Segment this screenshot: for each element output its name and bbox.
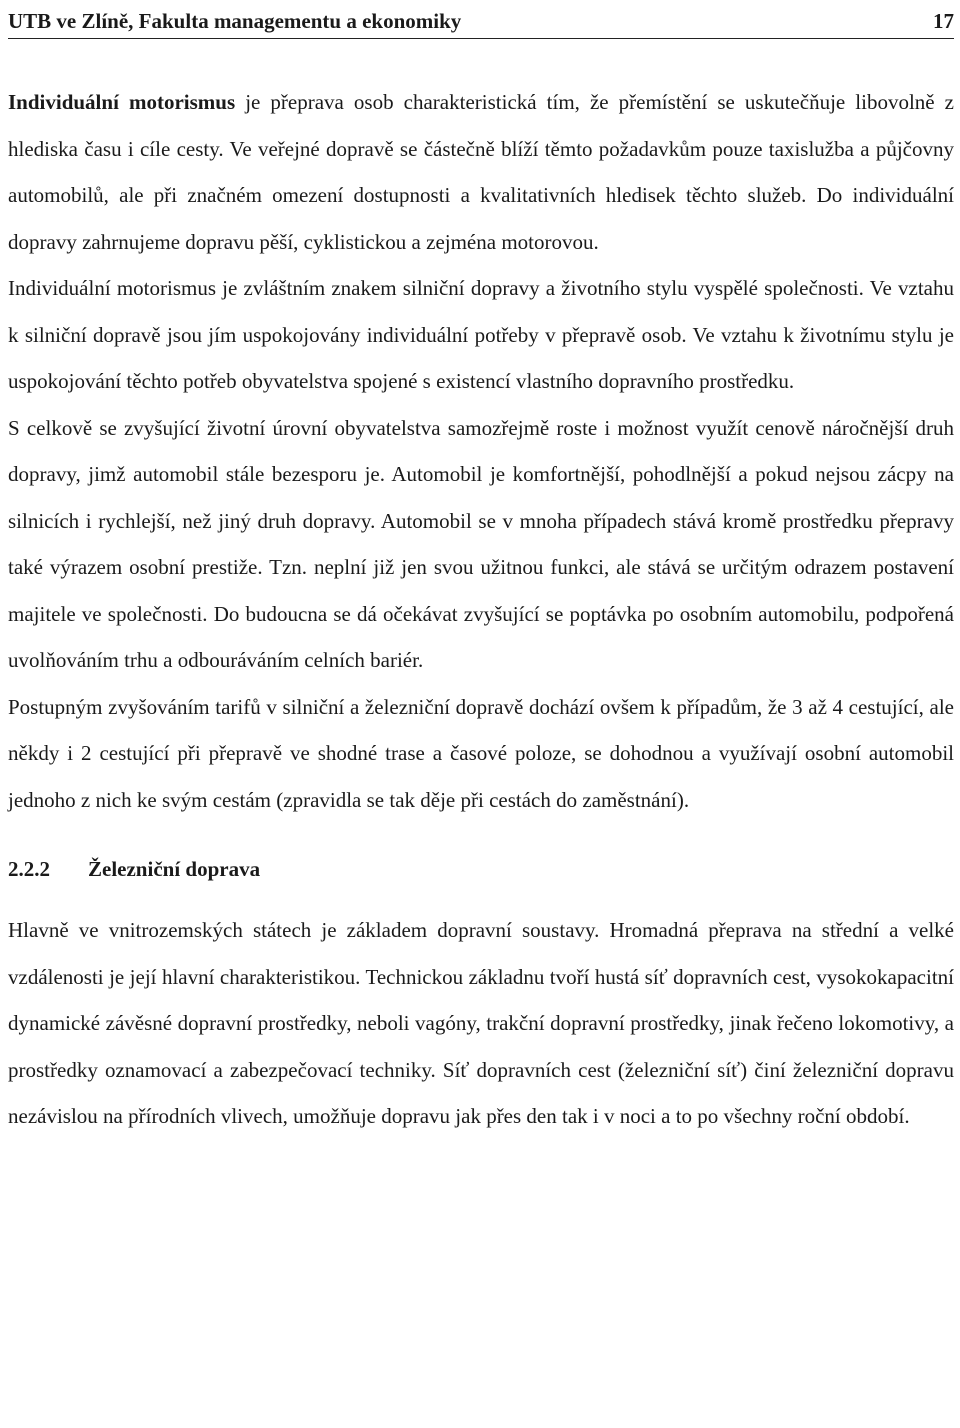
paragraph-text: je přeprava osob charakteristická tím, že přemístění se uskutečňuje libovolně z hlediska času i cíle cesty. Ve veřejné dopravě se částečně blíží těmto požadavkům pouze taxislužba a půjčovny automobilů, ale při značném omezení dostupnosti a kvalitativních hledisek těchto služeb. Do individuální dopravy zahrnujeme dopravu pěší, cyklistickou a zejména motorovou. — [8, 90, 954, 254]
page-header — [8, 0, 954, 39]
section-heading — [8, 855, 954, 883]
paragraph-railway: Hlavně ve vnitrozemských státech je základem dopravní soustavy. Hromadná přeprava na střední a velké vzdálenosti je její hlavní charakteristikou. Technickou základnu tvoří hustá síť dopravních cest, vysokokapacitní dynamické závěsné dopravní prostředky, neboli vagóny, trakční dopravní prostředky, jinak řečeno lokomotivy, a prostředky oznamovací a zabezpečovací techniky. Síť dopravních cest (železniční síť) činí železniční dopravu nezávislou na přírodních vlivech, umožňuje dopravu jak přes den tak i v noci a to po všechny roční období. — [8, 918, 954, 1128]
page-number: 17 — [933, 9, 954, 33]
section-title: Železniční doprava — [88, 857, 261, 881]
paragraph-individual-motorism — [8, 79, 954, 265]
paragraph-tariffs: Postupným zvyšováním tarifů v silniční a železniční dopravě dochází ovšem k případům, že 3 až 4 cestující, ale někdy i 2 cestující při přepravě ve shodné trase a časové poloze, se dohodnou a využívají osobní automobil jednoho z nich ke svým cestám (zpravidla se tak děje při cestách do zaměstnání). — [8, 694, 954, 812]
paragraph-living-standard: S celkově se zvyšující životní úrovní obyvatelstva samozřejmě roste i možnost využít cenově náročnější druh dopravy, jimž automobil stále bezesporu je. Automobil je komfortnější, pohodlnější a pokud nejsou zácpy na silnicích i rychlejší, než jiný druh dopravy. Automobil se v mnoha případech stává kromě prostředku přepravy také výrazem osobní prestiže. Tzn. neplní již jen svou užitnou funkci, ale stává se určitým odrazem postavení majitele ve společnosti. Do budoucna se dá očekávat zvyšující se poptávka po osobním automobilu, podpořená uvolňováním trhu a odbouráváním celních bariér. — [8, 415, 954, 672]
document-page — [8, 0, 954, 1140]
section-number: 2.2.2 — [8, 857, 50, 881]
bold-term: Individuální motorismus — [8, 90, 236, 114]
paragraph-lifestyle: Individuální motorismus je zvláštním znakem silniční dopravy a životního stylu vyspělé společnosti. Ve vztahu k silniční dopravě jsou jím uspokojovány individuální potřeby v přepravě osob. Ve vztahu k životnímu stylu je uspokojování těchto potřeb obyvatelstva spojené s existencí vlastního dopravního prostředku. — [8, 276, 954, 393]
header-title: UTB ve Zlíně, Fakulta managementu a ekonomiky — [8, 9, 462, 33]
